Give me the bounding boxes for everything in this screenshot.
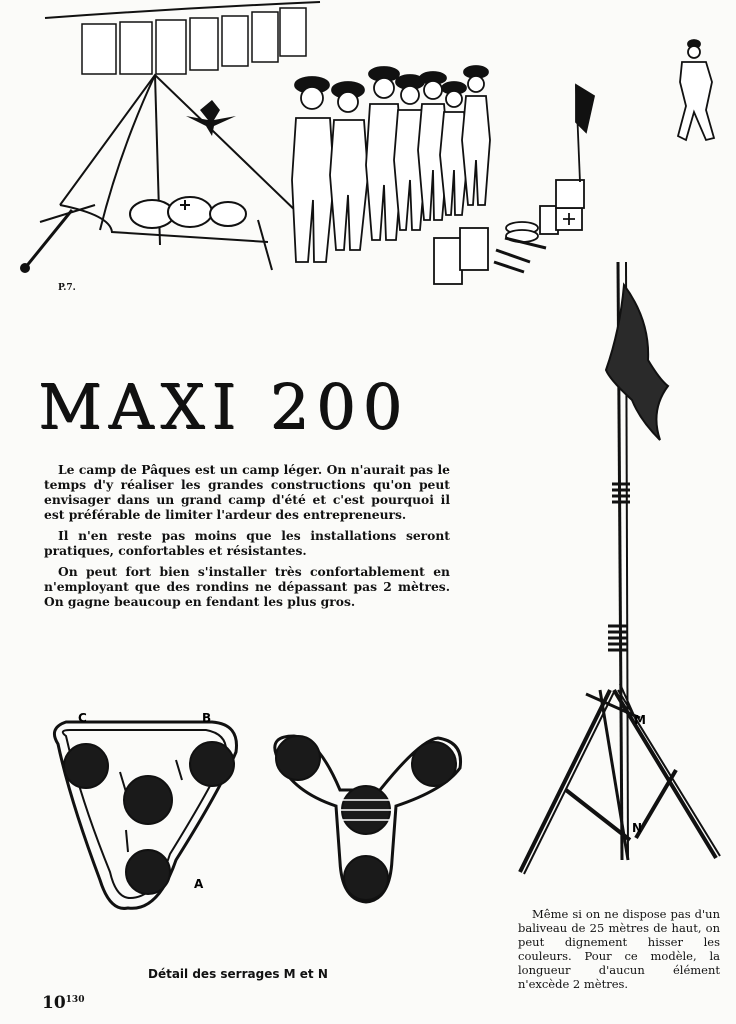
label-b: B: [202, 711, 212, 725]
artist-signature: P.7.: [58, 283, 76, 293]
intro-paragraph: Il n'en reste pas moins que les installations seront pratiques, confortables et résistantes.: [44, 528, 450, 558]
intro-paragraph: Le camp de Pâques est un camp léger. On n'aurait pas le temps d'y réaliser les grandes constructions qu'on peut envisager dans un grand camp d'été et c'est pourquoi il est préférable de limiter l'ardeur des entrepreneurs.: [44, 462, 450, 522]
intro-paragraph: On peut fort bien s'installer très confortablement en n'employant que des rondins ne dépassant pas 2 mètres. On gagne beaucoup en fendant les plus gros.: [44, 564, 450, 609]
page-title: MAXI 200: [38, 370, 409, 443]
page-number: [42, 993, 84, 1013]
page-number-sup: 130: [65, 995, 85, 1005]
side-caption: Même si on ne dispose pas d'un baliveau de 25 mètres de haut, on peut dignement hisser les couleurs. Pour ce modèle, la longueur d'aucun élément n'excède 2 mètres.: [518, 907, 720, 991]
detail-caption: Détail des serrages M et N: [148, 967, 328, 981]
label-n: N: [632, 821, 643, 835]
intro-text: [44, 462, 450, 615]
camp-illustration: [0, 0, 736, 300]
label-a: A: [194, 877, 204, 891]
label-c: C: [78, 711, 87, 725]
page-number-main: 10: [42, 993, 66, 1013]
label-m: M: [634, 713, 646, 727]
